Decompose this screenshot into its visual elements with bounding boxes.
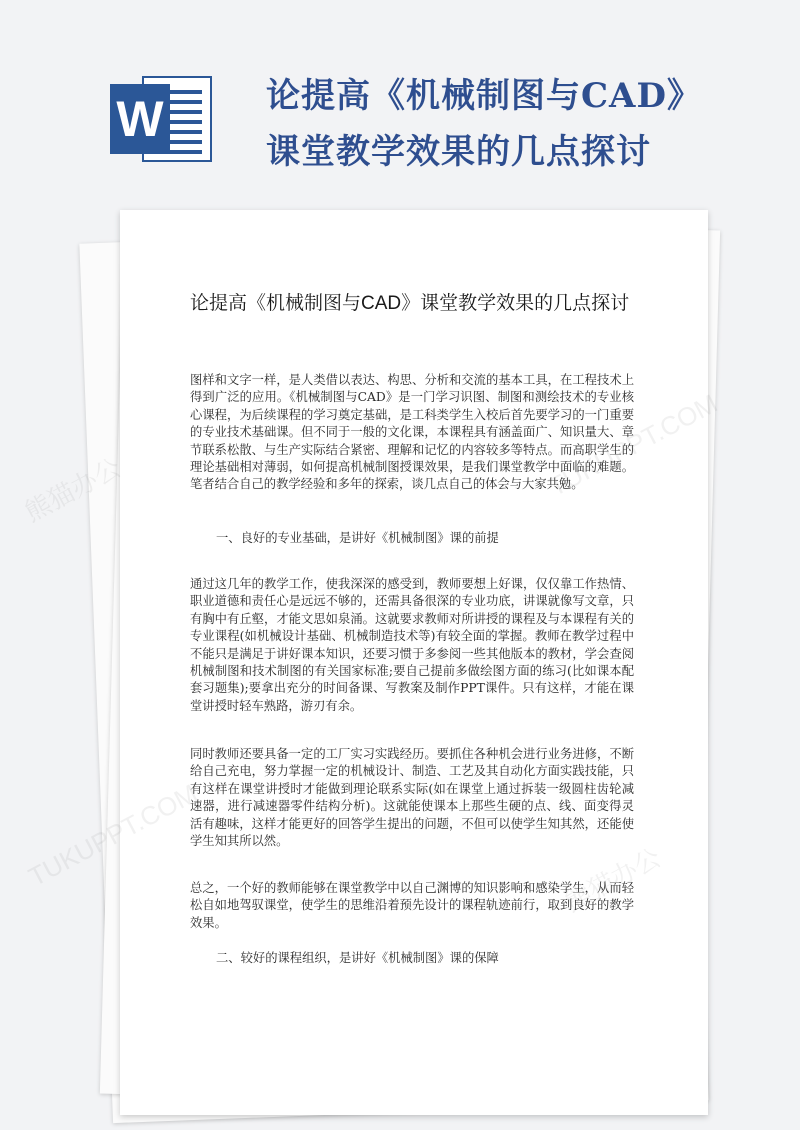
header-title-line-2: 课堂教学效果的几点探讨 [266, 132, 651, 172]
section-heading-2: 二、较好的课程组织，是讲好《机械制图》课的保障 [216, 951, 499, 965]
document-page [120, 210, 708, 1115]
section-heading-1: 一、良好的专业基础，是讲好《机械制图》课的前提 [216, 531, 499, 545]
header-title-line-1: 论提高《机械制图与CAD》 [266, 76, 702, 116]
header [0, 0, 800, 205]
paragraph-4: 总之，一个好的教师能够在课堂教学中以自己渊博的知识影响和感染学生，从而轻松自如地驾驭课堂，使学生的思维沿着预先设计的课程轨迹前行，取到良好的教学效果。 [190, 881, 634, 930]
word-document-icon [110, 76, 214, 162]
watermark: 熊猫办公 [19, 452, 126, 528]
paragraph-intro: 图样和文字一样，是人类借以表达、构思、分析和交流的基本工具，在工程技术上得到广泛的应用。《机械制图与CAD》是一门学习识图、制图和测绘技术的专业核心课程，为后续课程的学习奠定基础，是工科类学生入校后首先要学习的一门重要的专业技术基础课。但不同于一般的文化课，本课程具有涵盖面广、知识量大、章节联系松散、与生产实际结合紧密、理解和记忆的内容较多等特点。而高职学生的理论基础相对薄弱，如何提高机械制图授课效果，是我们课堂教学中面临的难题。笔者结合自己的教学经验和多年的探索，谈几点自己的体会与大家共勉。 [190, 373, 634, 492]
paragraph-3: 同时教师还要具备一定的工厂实习实践经历。要抓住各种机会进行业务进修，不断给自己充电，努力掌握一定的机械设计、制造、工艺及其自动化方面实践技能，只有这样在课堂讲授时才能做到理论联系实际(如在课堂上通过拆装一级圆柱齿轮减速器，进行减速器零件结构分析)。这就能使课本上那些生硬的点、线、面变得灵活有趣味，这样才能更好的回答学生提出的问题，不但可以使学生知其然，还能使学生知其所以然。 [190, 747, 634, 849]
document-title: 论提高《机械制图与CAD》课堂教学效果的几点探讨 [190, 293, 630, 314]
paragraph-2: 通过这几年的教学工作，使我深深的感受到，教师要想上好课，仅仅靠工作热情、职业道德和责任心是远远不够的，还需具备很深的专业功底，讲课就像写文章，只有胸中有丘壑，才能文思如泉涌。这就要求教师对所讲授的课程及与本课程有关的专业课程(如机械设计基础、机械制造技术等)有较全面的掌握。教师在教学过程中不能只是满足于讲好课本知识，还要习惯于多参阅一些其他版本的教材，学会查阅机械制图和技术制图的有关国家标准;要自己提前多做绘图方面的练习(比如课本配套习题集);要拿出充分的时间备课、写教案及制作PPT课件。只有这样，才能在课堂讲授时轻车熟路，游刃有余。 [190, 577, 634, 713]
word-letter-badge: W [110, 84, 170, 154]
